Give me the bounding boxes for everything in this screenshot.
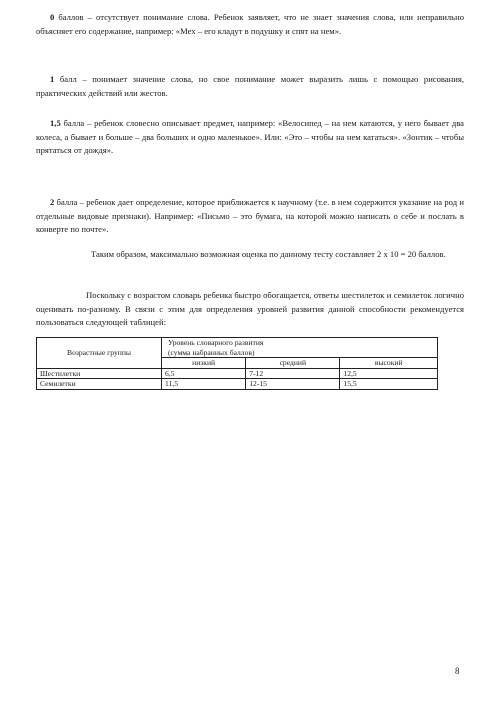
row-mid: 7-12 (246, 368, 340, 379)
age-group-header: Возрастные группы (37, 338, 162, 369)
score-1-value: 1 (50, 74, 55, 84)
score-1-5-paragraph (36, 117, 464, 158)
row-high: 15,5 (340, 379, 438, 390)
row-low: 6,5 (162, 368, 246, 379)
score-1-text: балл – понимает значение слова, но свое понимание может выразить лишь с помощью рисования, практических действий или жестов. (36, 74, 464, 98)
row-mid: 12-15 (246, 379, 340, 390)
score-1-paragraph (36, 73, 464, 100)
score-2-paragraph (36, 196, 464, 237)
level-header-line2: (сумма набранных баллов) (168, 347, 255, 357)
score-0-value: 0 (50, 12, 55, 22)
score-1-5-value: 1,5 (50, 118, 61, 128)
row-group: Шестилетки (37, 368, 162, 379)
table-header-row (37, 338, 438, 358)
row-group: Семилетки (37, 379, 162, 390)
vocabulary-level-table (36, 337, 438, 390)
score-1-5-text: балла – ребенок словесно описывает предмет, например: «Велосипед – на нем катаются, у него бывает два колеса, а бывает и больше – два больших и одно маленькое». Или: «Это – чтобы на нем кататься». «Зонтик – чтобы прятаться от дождя». (36, 118, 464, 155)
level-high-header: высокий (340, 358, 438, 369)
level-low-header: низкий (162, 358, 246, 369)
page-number: 8 (455, 666, 460, 676)
table-row (37, 368, 438, 379)
score-0-paragraph (36, 11, 464, 38)
level-header (162, 338, 438, 358)
summary-paragraph: Таким образом, максимально возможная оценка по данному тесту составляет 2 х 10 = 20 баллов. (91, 249, 446, 259)
intro-paragraph: Поскольку с возрастом словарь ребенка быстро обогащается, ответы шестилеток и семилеток логично оценивать по-разному. В связи с этим для определения уровней развития данной способности рекомендуется пользоваться следующей таблицей: (36, 290, 464, 327)
table-row (37, 379, 438, 390)
score-0-text: баллов – отсутствует понимание слова. Ребенок заявляет, что не знает значения слова, или неправильно объясняет его содержание, например: «Мех – его кладут в подушку и спят на нем». (36, 12, 464, 36)
row-high: 12,5 (340, 368, 438, 379)
score-2-value: 2 (50, 197, 55, 207)
row-low: 11,5 (162, 379, 246, 390)
level-header-line1: Уровень словарного развития (168, 338, 264, 347)
score-2-text: балла – ребенок дает определение, которое приближается к научному (т.е. в нем содержится указание на род и отдельные видовые признаки). Например: «Письмо – это бумага, на которой можно написать о себе и послать в конверте по почте». (36, 197, 464, 234)
level-mid-header: средний (246, 358, 340, 369)
